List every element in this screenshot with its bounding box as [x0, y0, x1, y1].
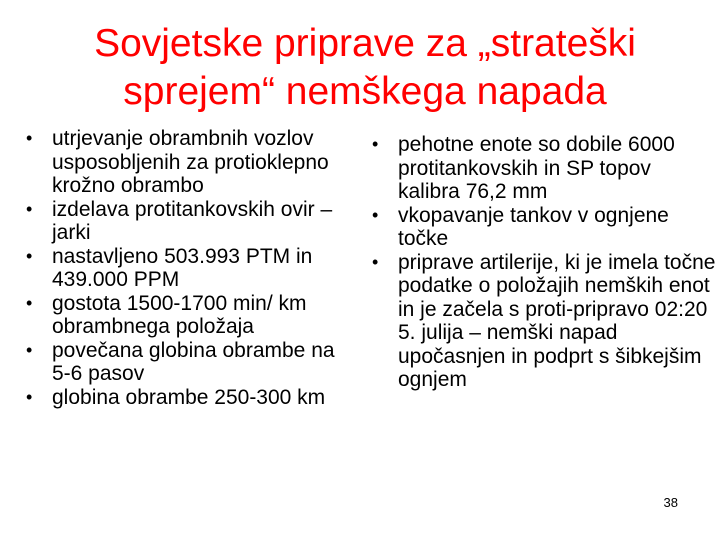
list-item-text: izdelava protitankovskih ovir – jarki: [52, 197, 333, 244]
list-item: [366, 251, 716, 392]
bullet-icon: •: [26, 245, 33, 266]
page-number: 38: [663, 495, 678, 510]
list-item: [20, 127, 350, 198]
bullet-icon: •: [26, 198, 33, 219]
bullet-icon: •: [26, 339, 33, 360]
bullet-icon: •: [26, 386, 33, 407]
list-item-text: nastavljeno 503.993 PTM in 439.000 PPM: [52, 244, 313, 291]
list-item: [20, 245, 350, 292]
slide-title-line-1: Sovjetske priprave za „strateški: [94, 22, 636, 65]
list-item: [20, 292, 350, 339]
list-item-text: povečana globina obrambe na 5-6 pasov: [52, 338, 335, 385]
list-item-text: gostota 1500-1700 min/ km obrambnega položaja: [52, 291, 307, 338]
right-bullet-list: [366, 133, 716, 392]
bullet-icon: •: [26, 292, 33, 313]
list-item-text: vkopavanje tankov v ognjene točke: [398, 203, 669, 250]
list-item-text: utrjevanje obrambnih vozlov usposobljenih za protioklepno krožno obrambo: [52, 127, 329, 197]
list-item: [20, 198, 350, 245]
list-item-text: globina obrambe 250-300 km: [52, 385, 326, 409]
list-item: [366, 204, 716, 251]
bullet-icon: •: [372, 251, 379, 272]
list-item: [20, 339, 350, 386]
slide-title-line-2: sprejem“ nemškega napada: [123, 70, 607, 113]
slide-title: [20, 20, 710, 116]
list-item: [366, 133, 716, 204]
list-item: [20, 386, 350, 410]
bullet-icon: •: [26, 128, 33, 148]
bullet-icon: •: [372, 204, 379, 225]
bullet-icon: •: [372, 134, 379, 154]
left-bullet-list: [20, 127, 350, 409]
list-item-text: priprave artilerije, ki je imela točne podatke o položajih nemških enot in je začela s proti-pripravo 02:20 5. julija – nemški napad upočasnjen in podprt s šibkejšim ognjem: [398, 250, 716, 391]
list-item-text: pehotne enote so dobile 6000 protitankovskih in SP topov kalibra 76,2 mm: [398, 133, 675, 203]
